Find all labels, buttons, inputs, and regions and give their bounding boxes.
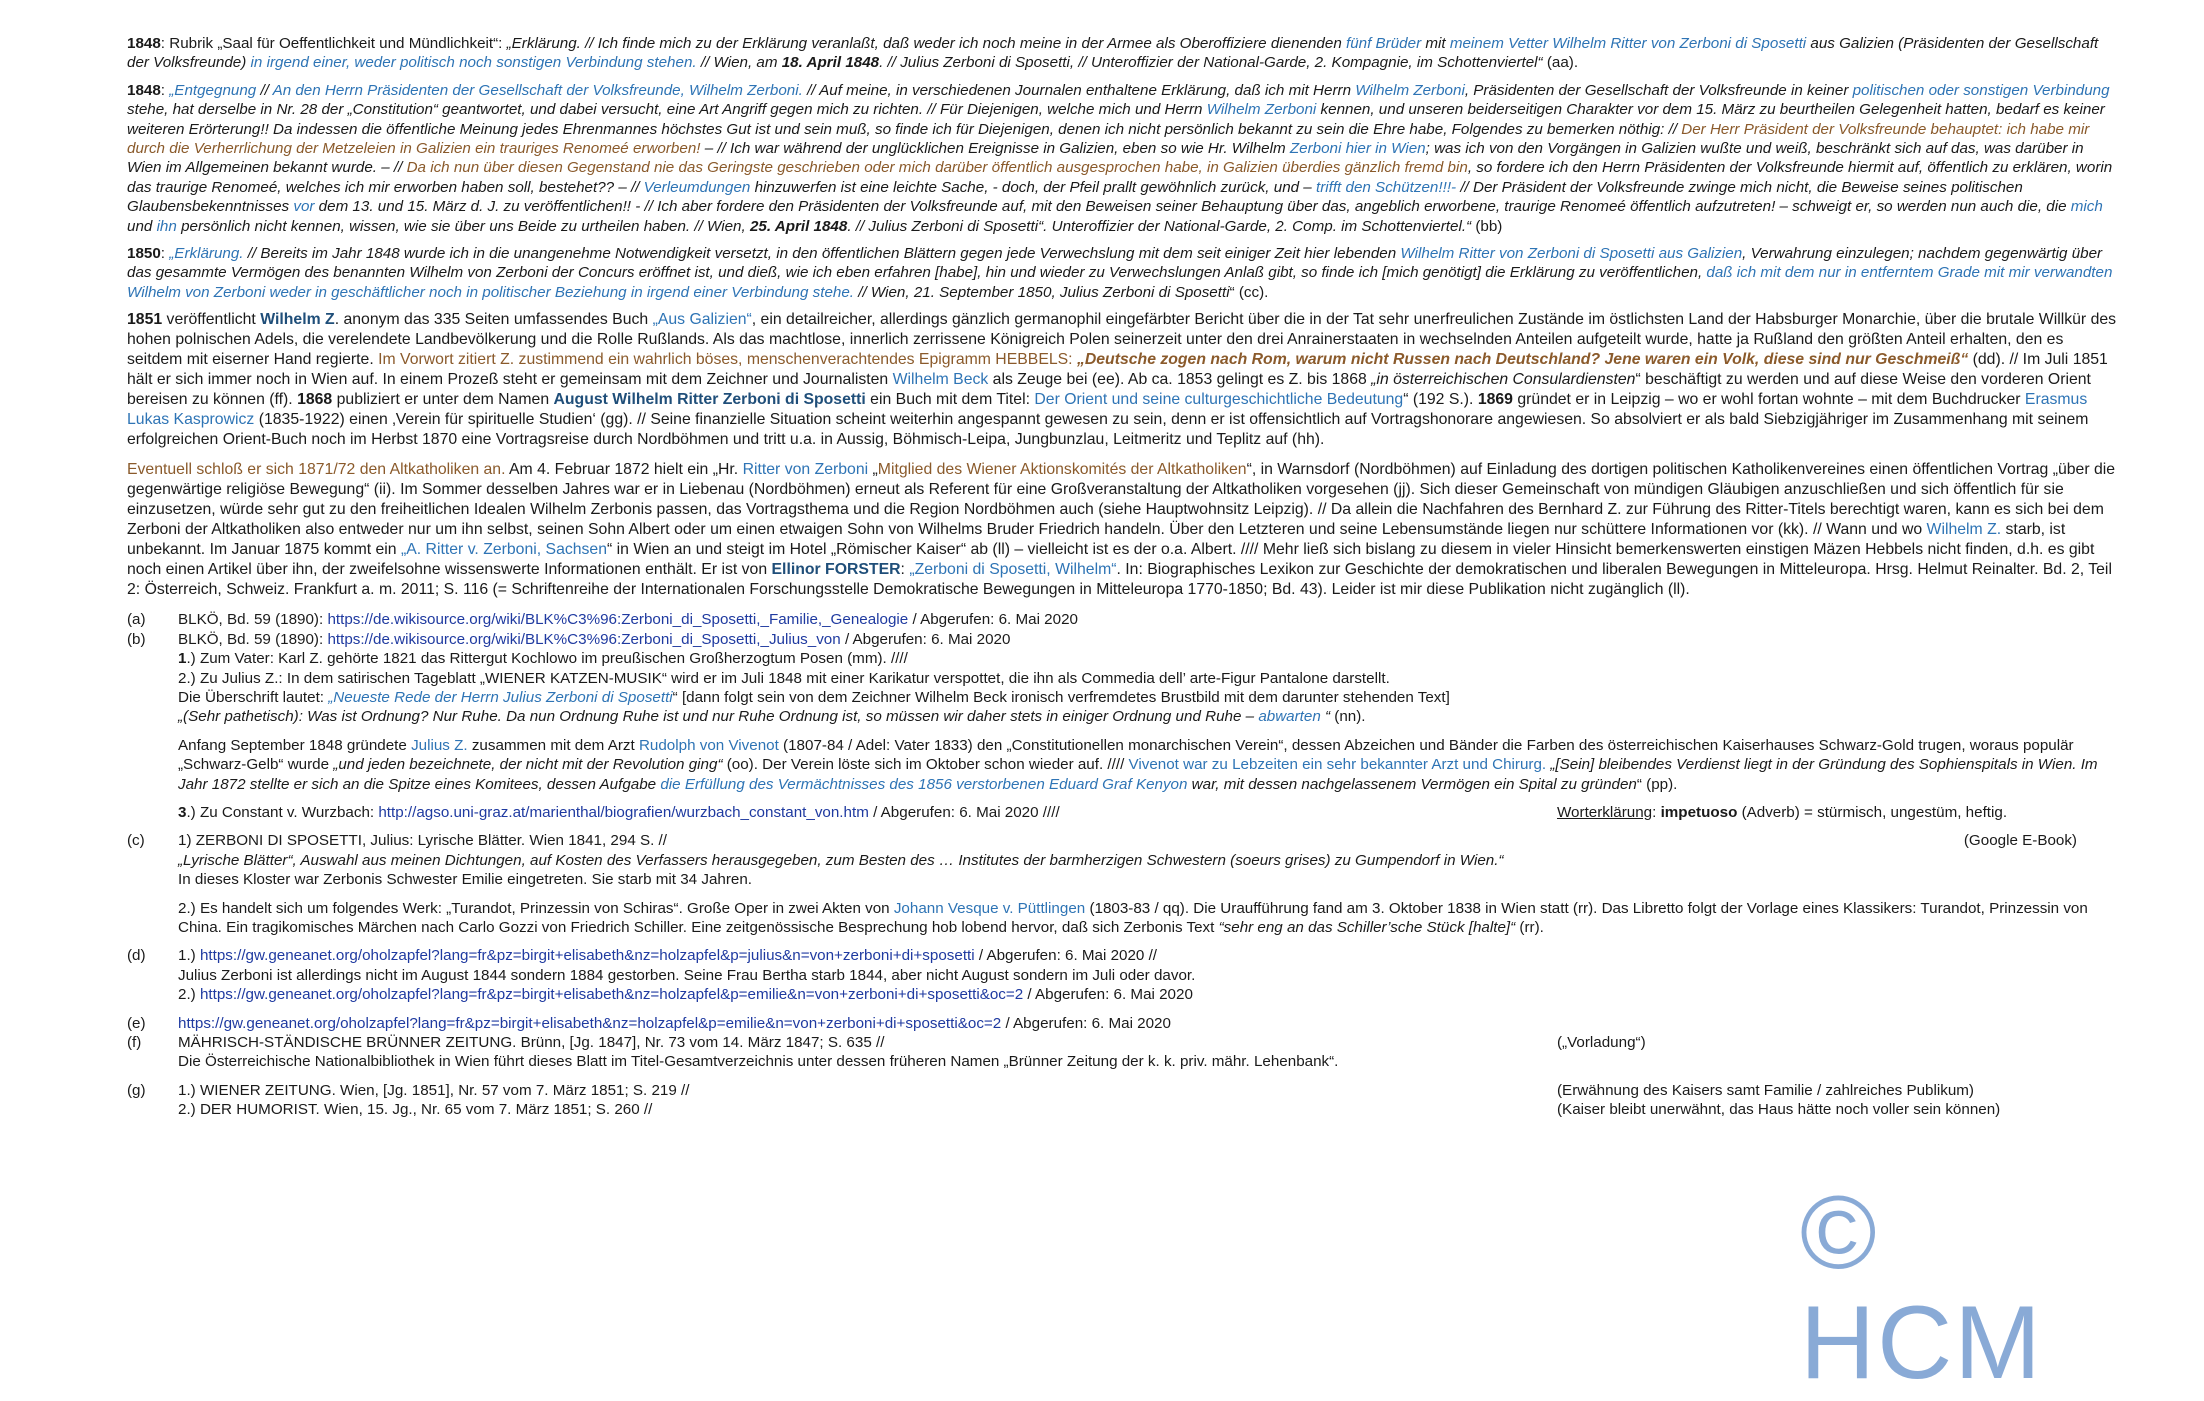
footnote-f: (f) MÄHRISCH-STÄNDISCHE BRÜNNER ZEITUNG. Brünn, [Jg. 1847], Nr. 73 vom 14. März 1847; S. 635 // („Vorladung“) Die Österreichische Nationalbibliothek in Wien führt dieses Blatt im Titel-Gesamtverzeichnis unter dessen früheren Namen „Brünner Zeitung der k. k. priv. mähr. Lehenbank“. — [127, 1034, 1646, 1071]
footnote-c: (c) 1) ZERBONI DI SPOSETTI, Julius: Lyrische Blätter. Wien 1841, 294 S. // (Google E-Book) „Lyrische Blätter“, Auswahl aus meinen Dichtungen, auf Kosten des Verfassers herausgegeben, zum Besten des … Institutes der barmherzigen Schwestern (soeurs grises) zu Gumpendorf in Wien.“ In dieses Kloster war Zerbonis Schwester Emilie eingetreten. Sie starb mit 34 Jahren. 2.) Es handelt sich um folgendes Werk: „Turandot, Prinzessin von Schiras“. Große Oper in zwei Akten von Johann Vesque v. Püttlingen (1803-83 / qq). Die Uraufführung fand am 3. Oktober 1838 in Wien statt (rr). Das Libretto folgt der Vorlage eines Klassikers: Turandot, Prinzessin von China. Ein tragikomisches Märchen nach Carlo Gozzi von Friedrich Schiller. Eine zeitgenössische Besprechung hob lobend hervor, daß sich Zerbonis Text “sehr eng an das Schiller’sche Stück [halte]“ (rr). — [127, 832, 2088, 936]
paragraph-1850-erklaerung: 1850: „Erklärung. // Bereits im Jahr 1848 wurde ich in die unangenehme Notwendigkeit versetzt, in den öffentlichen Blättern gegen jede Verwechslung mit dem seit einiger Zeit hier lebenden Wilhelm Ritter von Zerboni di Sposetti aus Galizien, Verwahrung einzulegen; nachdem gegenwärtig über das gesammte Vermögen des benannten Wilhelm von Zerboni der Concurs eröffnet ist, und dieß, wie ich eben erfahren [habe], hin und wieder zu Verwechslungen Anlaß gibt, so finde ich [mich genötigt] die Erklärung zu veröffentlichen, daß ich mit dem nur in entferntem Grade mit mir verwandten Wilhelm von Zerboni weder in geschäftlicher noch in politischer Beziehung in irgend einer Verbindung stehe. // Wien, 21. September 1850, Julius Zerboni di Sposetti“ (cc). — [127, 245, 2113, 301]
link-geneanet-emilie-2[interactable]: https://gw.geneanet.org/oholzapfel?lang=fr&pz=birgit+elisabeth&nz=holzapfel&p=emilie&n=von+zerboni+di+sposetti&oc=2 — [178, 1014, 1002, 1032]
paragraph-1848-entgegnung: 1848: „Entgegnung // An den Herrn Präsidenten der Gesellschaft der Volksfreunde, Wilhelm Zerboni. // Auf meine, in verschiedenen Journalen enthaltene Erklärung, daß ich mit Herrn Wilhelm Zerboni, Präsidenten der Gesellschaft der Volksfreunde in keiner politischen oder sonstigen Verbindung stehe, hat derselbe in Nr. 28 der „Constitution“ geantwortet, und dabei versucht, eine Art Angriff gegen mich zu richten. // Für Diejenigen, welche mich und Herrn Wilhelm Zerboni kennen, und unseren beiderseitigen Charakter vor dem 15. März zu beurtheilen Gelegenheit hatten, bedarf es keiner weiteren Erörterung!! Da indessen die öffentliche Meinung jedes Ehrenmannes höchstes Gut ist und sein muß, so finde ich für Diejenigen, denen ich nicht persönlich bekannt zu sein die Ehre habe, Folgendes zu bemerken nöthig: // Der Herr Präsident der Volksfreunde behauptet: ich habe mir durch die Verherrlichung der Metzeleien in Galizien ein trauriges Renomeé erworben! – // Ich war während der unglücklichen Ereignisse in Galizien, eben so wie Hr. Wilhelm Zerboni hier in Wien; was ich von den Vorgängen in Galizien wußte und weiß, beschränkt sich auf das, was darüber in Wien im Allgemeinen bekannt wurde. – // Da ich nun über diesen Gegenstand nie das Geringste geschrieben oder mich darüber öffentlich ausgesprochen habe, in Galizien überdies gänzlich fremd bin, so fordere ich den Herrn Präsidenten der Volksfreunde hiermit auf, öffentlich zu erklären, worin das traurige Renomeé, welches ich mir erworben haben soll, bestehet?? – // Verleumdungen hinzuwerfen ist eine leichte Sache, - doch, der Pfeil prallt gewöhnlich zurück, und – trifft den Schützen!!!- // Der Präsident der Volksfreunde zwinge mich nicht, die Beweise seines politischen Glaubensbekenntnisses vor dem 13. und 15. März d. J. zu veröffentlichen!! - // Ich aber fordere den Präsidenten der Volksfreunde auf, mit den Beweisen seiner Behauptung über das, angeblich erworbene, traurige Renomeé öffentlich aufzutreten! – schweigt er, so werden nun auch die, die mich und ihn persönlich nicht kennen, wissen, wie sie über uns Beide zu urtheilen haben. // Wien, 25. April 1848. // Julius Zerboni di Sposetti“. Unteroffizier der National-Garde, 2. Comp. im Schottenviertel.“ (bb) — [127, 81, 2113, 235]
document-page — [127, 34, 2117, 1120]
copyright-watermark: © HCM — [1800, 1175, 2043, 1401]
link-blkoe-julius[interactable]: https://de.wikisource.org/wiki/BLK%C3%96:Zerboni_di_Sposetti,_Julius_von — [327, 630, 841, 648]
footnote-b: (b) BLKÖ, Bd. 59 (1890): https://de.wikisource.org/wiki/BLK%C3%96:Zerboni_di_Sposetti,_Julius_von / Abgerufen: 6. Mai 2020 1.) Zum Vater: Karl Z. gehörte 1821 das Rittergut Kochlowo im preußischen Großherzogtum Posen (mm). //// 2.) Zu Julius Z.: In dem satirischen Tageblatt „WIENER KATZEN-MUSIK“ wird er im Juli 1848 mit einer Karikatur verspottet, die ihn als Commedia dell’ arte-Figur Pantalone darstellt. Die Überschrift lautet: „Neueste Rede der Herrn Julius Zerboni di Sposetti“ [dann folgt sein von dem Zeichner Wilhelm Beck ironisch verfremdetes Brustbild mit dem darunter stehenden Text] „(Sehr pathetisch): Was ist Ordnung? Nur Ruhe. Da nun Ordnung Ruhe ist und nur Ruhe Ordnung ist, so müssen wir daher stets in einiger Ordnung und Ruhe – abwarten “ (nn). Anfang September 1848 gründete Julius Z. zusammen mit dem Arzt Rudolph von Vivenot (1807-84 / Adel: Vater 1833) den „Constitutionellen monarchischen Verein“, dessen Abzeichen und Bänder die Farben des österreichischen Kaiserhauses Schwarz-Gold trugen, woraus populär „Schwarz-Gelb“ wurde „und jeden bezeichnete, der nicht mit der Revolution ging“ (oo). Der Verein löste sich im Oktober schon wieder auf. //// Vivenot war zu Lebzeiten ein sehr bekannter Arzt und Chirurg. „[Sein] bleibendes Verdienst liegt in der Gründung des Sophienspitals in Wien. Im Jahr 1872 stellte er sich an die Spitze eines Komitees, dessen Aufgabe die Erfüllung des Vermächtnisses des 1856 verstorbenen Eduard Graf Kenyon war, mit dessen nachgelassenem Vermögen ein Spital zu gründen“ (pp). 3.) Zu Constant v. Wurzbach: http://agso.uni-graz.at/marienthal/biografien/wurzbach_constant_von.htm / Abgerufen: 6. Mai 2020 //// Worterklärung: impetuoso (Adverb) = stürmisch, ungestüm, heftig. — [127, 630, 2098, 821]
footnote-a: (a) BLKÖ, Bd. 59 (1890): https://de.wikisource.org/wiki/BLK%C3%96:Zerboni_di_Sposetti,_Familie,_Genealogie / Abgerufen: 6. Mai 2020 — [127, 611, 1078, 629]
link-wurzbach[interactable]: http://agso.uni-graz.at/marienthal/biografien/wurzbach_constant_von.htm — [378, 803, 869, 821]
footnotes — [127, 610, 2117, 1119]
footnote-g: (g) 1.) WIENER ZEITUNG. Wien, [Jg. 1851], Nr. 57 vom 7. März 1851; S. 219 // (Erwähnung des Kaisers samt Familie / zahlreiches Publikum) 2.) DER HUMORIST. Wien, 15. Jg., Nr. 65 vom 7. März 1851; S. 260 // (Kaiser bleibt unerwähnt, das Haus hätte noch voller sein können) — [127, 1081, 2001, 1119]
paragraph-1851-aus-galizien: 1851 veröffentlicht Wilhelm Z. anonym das 335 Seiten umfassendes Buch „Aus Galizien“, ein detailreicher, allerdings gänzlich germanophil eingefärbter Bericht über die in der Tat sehr unerfreulichen Zustände im östlichsten Land der Habsburger Monarchie, über die brutale Willkür des hohen polnischen Adels, die verelendete Landbevölkerung und die Rolle Rußlands. Als das machtlose, innerlich zerrissene Königreich Polen seinerzeit unter den drei Anrainerstaaten in wechselnden Anteilen aufgeteilt wurde, hatte ja Rußland den größten Anteil erhalten, den es seitdem mit eiserner Hand regierte. Im Vorwort zitiert Z. zustimmend ein wahrlich böses, menschenverachtendes Epigramm HEBBELS: „Deutsche zogen nach Rom, warum nicht Russen nach Deutschland? Jene waren ein Volk, diese sind nur Geschmeiß“ (dd). // Im Juli 1851 hält er sich immer noch in Wien auf. In einem Prozeß steht er gemeinsam mit dem Zeichner und Journalisten Wilhelm Beck als Zeuge bei (ee). Ab ca. 1853 gelingt es Z. bis 1868 „in österreichischen Consulardiensten“ beschäftigt zu werden und auf diese Weise den vorderen Orient bereisen zu können (ff). 1868 publiziert er unter dem Namen August Wilhelm Ritter Zerboni di Sposetti ein Buch mit dem Titel: Der Orient und seine culturgeschichtliche Bedeutung“ (192 S.). 1869 gründet er in Leipzig – wo er wohl fortan wohnte – mit dem Buchdrucker Erasmus Lukas Kasprowicz (1835-1922) einen ‚Verein für spirituelle Studien‘ (gg). // Seine finanzielle Situation scheint weiterhin angespannt gewesen zu sein, denn er ist offensichtlich auf Vortragshonorare angewiesen. So absolviert er als bald Siebzigjähriger im Zusammenhang mit seinem erfolgreichen Orient-Buch noch im Herbst 1870 eine Vortragsreise durch Nordböhmen und tritt u.a. in Aussig, Böhmisch-Leipa, Jungbunzlau, Leitmeritz und Teplitz auf (hh). — [127, 311, 2117, 449]
paragraph-altkatholiken: Eventuell schloß er sich 1871/72 den Altkatholiken an. Am 4. Februar 1872 hielt ein „Hr. Ritter von Zerboni „Mitglied des Wiener Aktionskomités der Altkatholiken“, in Warnsdorf (Nordböhmen) auf Einladung des dortigen politischen Katholikenvereines einen öffentlichen Vortrag „über die gegenwärtige religiöse Bewegung“ (ii). Im Sommer desselben Jahres war er in Liebenau (Nordböhmen) erneut als Referent für eine Großveranstaltung der Altkatholiken vorgesehen (jj). Sich dieser Gemeinschaft von mündigen Gläubigen anzuschließen und sich öffentlich für sie einzusetzen, würde sehr gut zu den freiheitlichen Idealen Wilhelm Zerbonis passen, das Vortragsthema und die Region Nordböhmen auch (siehe Hauptwohnsitz Leipzig). // Da allein die Nachfahren des Bernhard Z. zur Führung des Ritter-Titels berechtigt waren, kann es sich bei dem Zerboni der Altkatholiken also entweder nur um ihn selbst, seinen Sohn Albert oder um einen etwaigen Sohn von Wilhelms Bruder Friedrich handeln. Über den Letzteren und seine Lebensumstände liegen nur schüttere Informationen vor (kk). // Wann und wo Wilhelm Z. starb, ist unbekannt. Im Januar 1875 kommt ein „A. Ritter v. Zerboni, Sachsen“ in Wien an und steigt im Hotel „Römischer Kaiser“ ab (ll) – vielleicht ist es der o.a. Albert. //// Mehr ließ sich bislang zu diesem in vieler Hinsicht bemerkenswerten einstigen Mäzen Hebbels nicht finden, d.h. es gibt noch einen Artikel über ihn, der zweifelsohne wissenswerte Informationen enthält. Er ist von Ellinor FORSTER: „Zerboni di Sposetti, Wilhelm“. In: Biographisches Lexikon zur Geschichte der demokratischen und liberalen Bewegungen in Mitteleuropa. Hrsg. Helmut Reinalter. Bd. 2, Teil 2: Österreich, Schweiz. Frankfurt a. m. 2011; S. 116 (= Schriftenreihe der Internationalen Forschungsstelle Demokratische Bewegungen in Mitteleuropa 1770-1850; Bd. 43). Leider ist mir diese Publikation nicht zugänglich (ll). — [127, 461, 2116, 599]
link-geneanet-emilie[interactable]: https://gw.geneanet.org/oholzapfel?lang=fr&pz=birgit+elisabeth&nz=holzapfel&p=emilie&n=von+zerboni+di+sposetti&oc=2 — [199, 986, 1024, 1004]
link-blkoe-familie[interactable]: https://de.wikisource.org/wiki/BLK%C3%96:Zerboni_di_Sposetti,_Familie,_Genealogie — [327, 611, 909, 629]
link-geneanet-julius[interactable]: https://gw.geneanet.org/oholzapfel?lang=fr&pz=birgit+elisabeth&nz=holzapfel&p=julius&n=von+zerboni+di+sposetti — [199, 947, 975, 965]
footnote-d: (d) 1.) https://gw.geneanet.org/oholzapfel?lang=fr&pz=birgit+elisabeth&nz=holzapfel&p=julius&n=von+zerboni+di+sposetti / Abgerufen: 6. Mai 2020 // Julius Zerboni ist allerdings nicht im August 1844 sondern 1884 gestorben. Seine Frau Bertha starb 1844, aber nicht August sondern im Juli oder davor. 2.) https://gw.geneanet.org/oholzapfel?lang=fr&pz=birgit+elisabeth&nz=holzapfel&p=emilie&n=von+zerboni+di+sposetti&oc=2 / Abgerufen: 6. Mai 2020 — [127, 947, 1196, 1004]
footnote-e: (e) https://gw.geneanet.org/oholzapfel?lang=fr&pz=birgit+elisabeth&nz=holzapfel&p=emilie&n=von+zerboni+di+sposetti&oc=2 / Abgerufen: 6. Mai 2020 — [127, 1014, 1171, 1032]
paragraph-1848-erklaerung: 1848: Rubrik „Saal für Oeffentlichkeit und Mündlichkeit“: „Erklärung. // Ich finde mich zu der Erklärung veranlaßt, daß weder ich noch meine in der Armee als Oberoffiziere dienenden fünf Brüder mit meinem Vetter Wilhelm Ritter von Zerboni di Sposetti aus Galizien (Präsidenten der Gesellschaft der Volksfreunde) in irgend einer, weder politisch noch sonstigen Verbindung stehen. // Wien, am 18. April 1848. // Julius Zerboni di Sposetti, // Unteroffizier der National-Garde, 2. Kompagnie, im Schottenviertel“ (aa). — [127, 35, 2099, 72]
